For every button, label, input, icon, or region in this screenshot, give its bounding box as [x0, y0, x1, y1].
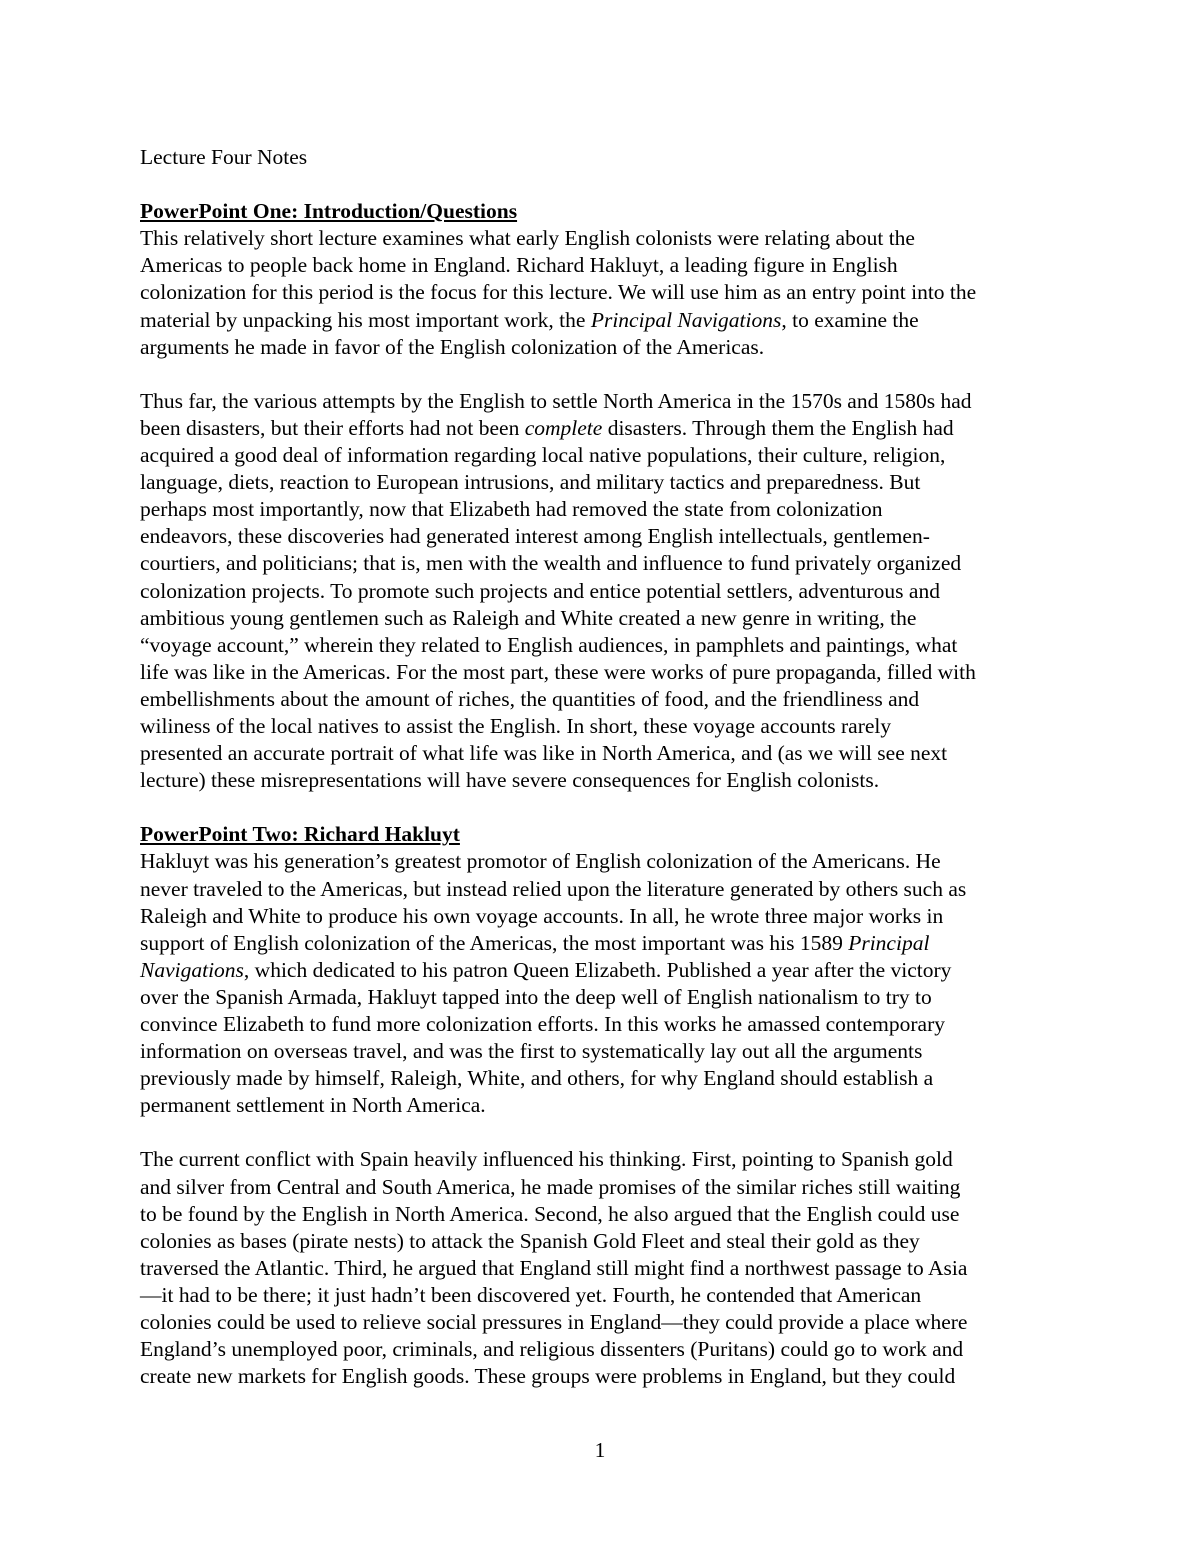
text-run: courtiers, and politicians; that is, men with the wealth and influence to fund privately organized — [140, 551, 962, 576]
text-line — [140, 415, 1062, 442]
text-line — [140, 469, 1062, 496]
text-line — [140, 740, 1062, 767]
text-line — [140, 659, 1062, 686]
text-run: embellishments about the amount of riches, the quantities of food, and the friendliness and — [140, 686, 920, 711]
text-run: previously made by himself, Raleigh, White, and others, for why England should establish a — [140, 1066, 934, 1091]
text-line — [140, 632, 1062, 659]
text-run: information on overseas travel, and was the first to systematically lay out all the arguments — [140, 1039, 923, 1064]
text-run: never traveled to the Americas, but instead relied upon the literature generated by others such as — [140, 876, 967, 901]
text-run: endeavors, these discoveries had generated interest among English intellectuals, gentlemen- — [140, 524, 930, 549]
text-line — [140, 1174, 1062, 1201]
text-run: arguments he made in favor of the English colonization of the Americas. — [140, 334, 765, 359]
page-number: 1 — [594, 1438, 606, 1462]
text-line — [140, 334, 1062, 361]
text-line — [140, 876, 1062, 903]
text-run: colonies could be used to relieve social pressures in England—they could provide a place where — [140, 1310, 968, 1335]
text-run: colonization for this period is the focus for this lecture. We will use him as an entry point into the — [140, 280, 977, 305]
text-run: language, diets, reaction to European intrusions, and military tactics and preparedness. But — [140, 470, 921, 495]
paragraph-spacer — [140, 361, 1062, 388]
text-line — [140, 307, 1062, 334]
text-run: disasters. Through them the English had — [602, 415, 954, 440]
text-line — [140, 1228, 1062, 1255]
text-line — [140, 1336, 1062, 1363]
text-line — [140, 686, 1062, 713]
text-line — [140, 1282, 1062, 1309]
text-line — [140, 984, 1062, 1011]
text-line — [140, 930, 1062, 957]
document-body — [140, 198, 1062, 1390]
italic-text: Navigations — [140, 957, 244, 982]
text-line — [140, 713, 1062, 740]
text-run: —it had to be there; it just hadn’t been discovered yet. Fourth, he contended that American — [140, 1282, 922, 1307]
text-line — [140, 388, 1062, 415]
text-run: and silver from Central and South America, he made promises of the similar riches still waiting — [140, 1174, 961, 1199]
section-heading: PowerPoint One: Introduction/Questions — [140, 199, 518, 224]
text-line — [140, 279, 1062, 306]
text-line — [140, 1011, 1062, 1038]
text-line — [140, 1309, 1062, 1336]
text-line — [140, 496, 1062, 523]
text-line — [140, 578, 1062, 605]
italic-text: Principal Navigations — [590, 307, 782, 332]
text-run: traversed the Atlantic. Third, he argued that England still might find a northwest passage to Asia — [140, 1255, 968, 1280]
italic-text: Principal — [848, 930, 930, 955]
text-line — [140, 1201, 1062, 1228]
text-run: convince Elizabeth to fund more colonization efforts. In this works he amassed contemporary — [140, 1012, 946, 1036]
italic-text: complete — [524, 415, 603, 440]
text-run: permanent settlement in North America. — [140, 1093, 486, 1118]
text-run: , to examine the — [781, 307, 919, 332]
text-run: England’s unemployed poor, criminals, and religious dissenters (Puritans) could go to work and — [140, 1337, 964, 1362]
text-line — [140, 550, 1062, 577]
text-run: Thus far, the various attempts by the English to settle North America in the 1570s and 1580s had — [140, 388, 972, 413]
text-run: life was like in the Americas. For the most part, these were works of pure propaganda, filled with — [140, 659, 976, 684]
text-line — [140, 903, 1062, 930]
text-run: , which dedicated to his patron Queen Elizabeth. Published a year after the victory — [243, 957, 952, 982]
text-run: acquired a good deal of information regarding local native populations, their culture, religion, — [140, 443, 946, 468]
section-heading: PowerPoint Two: Richard Hakluyt — [140, 822, 460, 847]
paragraph-spacer — [140, 1119, 1062, 1146]
text-run: This relatively short lecture examines what early English colonists were relating about the — [140, 226, 915, 251]
text-run: create new markets for English goods. These groups were problems in England, but they could — [140, 1364, 956, 1389]
paragraph — [140, 388, 1062, 794]
text-line — [140, 848, 1062, 875]
text-line — [140, 605, 1062, 632]
text-line — [140, 1038, 1062, 1065]
text-run: perhaps most importantly, now that Elizabeth had removed the state from colonization — [140, 497, 883, 522]
document-page — [140, 144, 1062, 1390]
paragraph — [140, 225, 1062, 360]
text-line — [140, 1146, 1062, 1173]
text-run: to be found by the English in North America. Second, he also argued that the English could use — [140, 1201, 960, 1226]
section-spacer — [140, 794, 1062, 821]
text-line — [140, 1255, 1062, 1282]
text-run: ambitious young gentlemen such as Raleigh and White created a new genre in writing, the — [140, 605, 917, 630]
text-run: support of English colonization of the Americas, the most important was his 1589 — [140, 930, 849, 955]
document-title: Lecture Four Notes — [140, 145, 308, 169]
text-run: “voyage account,” wherein they related to English audiences, in pamphlets and paintings, what — [140, 632, 958, 657]
text-run: Raleigh and White to produce his own voyage accounts. In all, he wrote three major works in — [140, 903, 944, 928]
text-run: The current conflict with Spain heavily influenced his thinking. First, pointing to Spanish gold — [140, 1147, 953, 1172]
text-line — [140, 252, 1062, 279]
text-line — [140, 1363, 1062, 1390]
text-run: colonization projects. To promote such projects and entice potential settlers, adventurous and — [140, 578, 940, 603]
text-run: material by unpacking his most important work, the — [140, 307, 591, 332]
text-line — [140, 523, 1062, 550]
text-line — [140, 767, 1062, 794]
text-run: presented an accurate portrait of what life was like in North America, and (as we will see next — [140, 741, 948, 766]
text-run: Americas to people back home in England. Richard Hakluyt, a leading figure in English — [140, 253, 898, 278]
paragraph — [140, 848, 1062, 1119]
text-run: over the Spanish Armada, Hakluyt tapped into the deep well of English nationalism to try to — [140, 984, 932, 1009]
text-run: lecture) these misrepresentations will have severe consequences for English colonists. — [140, 768, 880, 793]
text-line — [140, 225, 1062, 252]
paragraph — [140, 1146, 1062, 1390]
text-line — [140, 1065, 1062, 1092]
text-run: colonies as bases (pirate nests) to attack the Spanish Gold Fleet and steal their gold as they — [140, 1228, 920, 1253]
text-run: been disasters, but their efforts had not been — [140, 415, 525, 440]
text-line — [140, 1092, 1062, 1119]
text-run: wiliness of the local natives to assist the English. In short, these voyage accounts rarely — [140, 713, 892, 738]
text-run: Hakluyt was his generation’s greatest promotor of English colonization of the Americans. He — [140, 849, 941, 874]
text-line — [140, 957, 1062, 984]
text-line — [140, 442, 1062, 469]
